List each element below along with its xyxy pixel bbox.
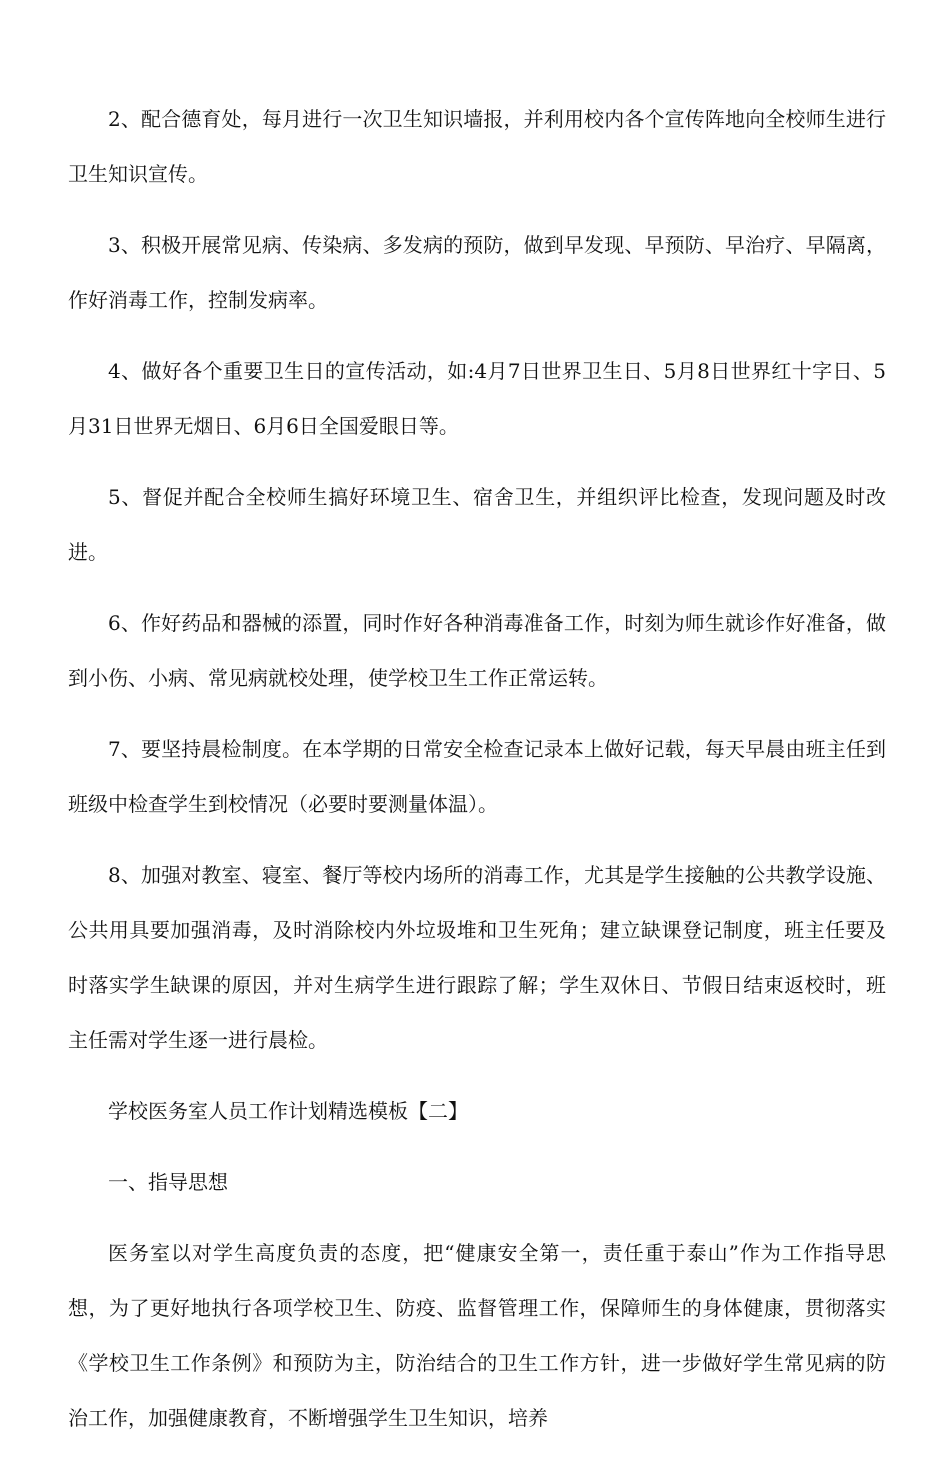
paragraph-item-8: 8、加强对教室、寝室、餐厅等校内场所的消毒工作，尤其是学生接触的公共教学设施、公共用具要加强消毒，及时消除校内外垃圾堆和卫生死角；建立缺课登记制度，班主任要及时落实学生缺课的原因，并对生病学生进行跟踪了解；学生双休日、节假日结束返校时，班主任需对学生逐一进行晨检。 bbox=[68, 863, 886, 1052]
paragraph-item-5: 5、督促并配合全校师生搞好环境卫生、宿舍卫生，并组织评比检查，发现问题及时改进。 bbox=[68, 485, 886, 564]
subsection-heading: 一、指导思想 bbox=[108, 1170, 228, 1194]
paragraph-item-2: 2、配合德育处，每月进行一次卫生知识墙报，并利用校内各个宣传阵地向全校师生进行卫生知识宣传。 bbox=[68, 107, 886, 186]
paragraph-item-6: 6、作好药品和器械的添置，同时作好各种消毒准备工作，时刻为师生就诊作好准备，做到小伤、小病、常见病就校处理，使学校卫生工作正常运转。 bbox=[68, 611, 886, 690]
section-title: 学校医务室人员工作计划精选模板【二】 bbox=[108, 1099, 468, 1123]
guiding-thought-paragraph: 医务室以对学生高度负责的态度，把“健康安全第一，责任重于泰山”作为工作指导思想，为了更好地执行各项学校卫生、防疫、监督管理工作，保障师生的身体健康，贯彻落实《学校卫生工作条例》和预防为主，防治结合的卫生工作方针，进一步做好学生常见病的防治工作，加强健康教育，不断增强学生卫生知识，培养 bbox=[68, 1241, 886, 1430]
paragraph-item-7: 7、要坚持晨检制度。在本学期的日常安全检查记录本上做好记载，每天早晨由班主任到班级中检查学生到校情况（必要时要测量体温）。 bbox=[68, 737, 886, 816]
paragraph-item-4: 4、做好各个重要卫生日的宣传活动，如:4月7日世界卫生日、5月8日世界红十字日、5月31日世界无烟日、6月6日全国爱眼日等。 bbox=[68, 359, 886, 438]
paragraph-item-3: 3、积极开展常见病、传染病、多发病的预防，做到早发现、早预防、早治疗、早隔离，作好消毒工作，控制发病率。 bbox=[68, 233, 886, 312]
document-page bbox=[68, 92, 886, 1462]
